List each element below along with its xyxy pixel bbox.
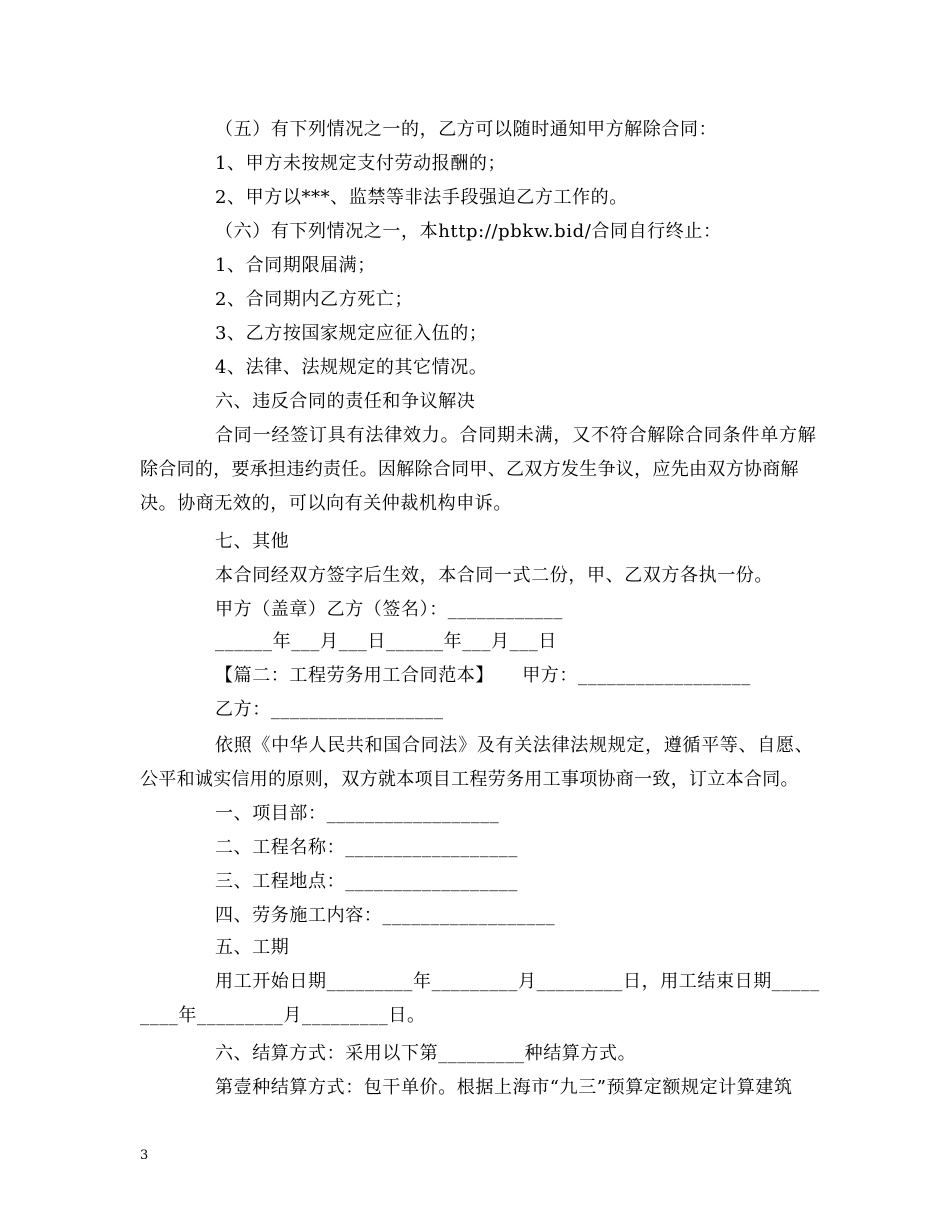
text-line: 除合同的，要承担违约责任。因解除合同甲、乙双方发生争议，应先由双方协商解 [140, 459, 799, 480]
date-field-line: 用工开始日期_________年_________月_________日，用工结束日期_____ [215, 971, 820, 992]
text-line: 依照《中华人民共和国合同法》及有关法律法规规定，遵循平等、自愿、 [215, 735, 814, 756]
section-heading: 七、其他 [215, 531, 290, 552]
section-heading: 五、工期 [215, 937, 290, 958]
text-line: 2、甲方以***、监禁等非法手段强迫乙方工作的。 [215, 187, 628, 208]
form-field-line: 三、工程地点：__________________ [215, 871, 518, 892]
text-line: 4、法律、法规规定的其它情况。 [215, 357, 488, 378]
text-line: 六、结算方式：采用以下第_________种结算方式。 [215, 1043, 637, 1064]
section-heading: 六、违反合同的责任和争议解决 [215, 391, 476, 412]
page-number: 3 [140, 1148, 149, 1163]
text-line: 本合同经双方签字后生效，本合同一式二份，甲、乙双方各执一份。 [215, 565, 773, 586]
text-line: 合同一经签订具有法律效力。合同期未满，又不符合解除合同条件单方解 [215, 425, 817, 446]
text-line: 1、合同期限届满； [215, 255, 376, 276]
date-line: ______年___月___日______年___月___日 [215, 631, 557, 652]
text-line: 2、合同期内乙方死亡； [215, 289, 414, 310]
text-line: 公平和诚实信用的原则，双方就本项目工程劳务用工事项协商一致，订立本合同。 [140, 769, 799, 790]
text-line: （六）有下列情况之一，本http://pbkw.bid/合同自行终止： [215, 221, 722, 242]
section-title: 【篇二：工程劳务用工合同范本】 甲方：__________________ [215, 665, 751, 686]
text-line: 第壹种结算方式：包干单价。根据上海市“九三”预算定额规定计算建筑 [215, 1077, 793, 1098]
date-field-line: ____年_________月_________日。 [140, 1005, 426, 1026]
text-line: 决。协商无效的，可以向有关仲裁机构申诉。 [140, 493, 512, 514]
text-line: （五）有下列情况之一的，乙方可以随时通知甲方解除合同： [215, 119, 718, 140]
signature-line: 甲方（盖章）乙方（签名）：____________ [215, 599, 563, 620]
form-field-line: 二、工程名称：__________________ [215, 837, 518, 858]
form-field-line: 一、项目部：__________________ [215, 803, 500, 824]
text-line: 3、乙方按国家规定应征入伍的； [215, 323, 488, 344]
party-line: 乙方：__________________ [215, 699, 444, 720]
form-field-line: 四、劳务施工内容：__________________ [215, 905, 556, 926]
text-line: 1、甲方未按规定支付劳动报酬的； [215, 153, 507, 174]
